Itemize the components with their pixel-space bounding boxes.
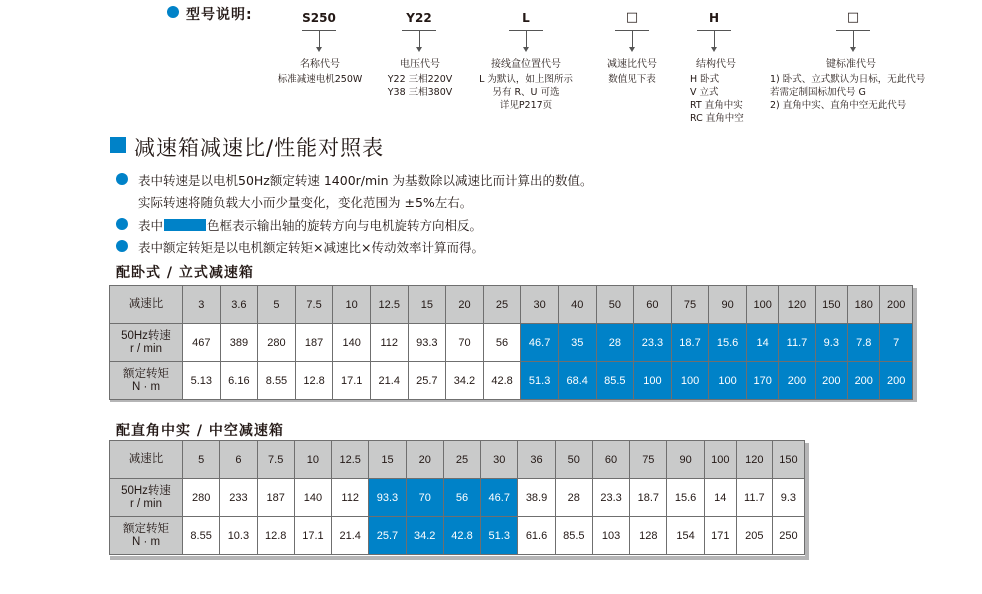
speed-cell: 93.3 <box>369 479 406 517</box>
bullet-icon <box>116 218 128 230</box>
speed-cell: 280 <box>258 324 296 362</box>
ratio-cell: 60 <box>592 441 629 479</box>
ratio-cell: 5 <box>258 286 296 324</box>
code-voltage: Y22 <box>406 11 432 25</box>
speed-cell: 11.7 <box>779 324 815 362</box>
ratio-cell: 75 <box>630 441 667 479</box>
table-shadow <box>913 288 917 402</box>
ratio-cell: 30 <box>481 441 518 479</box>
code-ratio: □ <box>625 10 639 25</box>
speed-cell: 23.3 <box>592 479 629 517</box>
ratio-cell: 5 <box>183 441 220 479</box>
speed-cell: 93.3 <box>408 324 446 362</box>
speed-cell: 70 <box>446 324 484 362</box>
speed-cell: 9.3 <box>772 479 804 517</box>
torque-cell: 42.8 <box>483 362 521 400</box>
torque-cell: 154 <box>667 517 704 555</box>
torque-cell: 170 <box>746 362 778 400</box>
speed-cell: 46.7 <box>521 324 559 362</box>
torque-cell: 128 <box>630 517 667 555</box>
label-voltage <box>380 58 460 99</box>
row-header <box>110 362 183 400</box>
row-header-line: r / min <box>130 497 162 510</box>
ratio-cell: 15 <box>408 286 446 324</box>
section-title: 减速箱减速比/性能对照表 <box>134 136 385 160</box>
torque-cell: 5.13 <box>183 362 221 400</box>
speed-cell: 14 <box>746 324 778 362</box>
arrow-icon <box>629 47 635 52</box>
speed-cell: 233 <box>220 479 257 517</box>
torque-cell: 42.8 <box>443 517 480 555</box>
speed-cell: 70 <box>406 479 443 517</box>
connector-line <box>853 30 854 48</box>
torque-cell: 17.1 <box>333 362 371 400</box>
label-line: 标准减速电机250W <box>277 74 363 85</box>
label-title: 键标准代号 <box>826 59 876 70</box>
torque-cell: 200 <box>815 362 847 400</box>
ratio-cell: 20 <box>406 441 443 479</box>
table1 <box>109 285 913 400</box>
label-name <box>270 58 370 86</box>
speed-cell: 56 <box>443 479 480 517</box>
torque-cell: 21.4 <box>370 362 408 400</box>
label-key <box>770 58 960 112</box>
bullet-icon <box>116 240 128 252</box>
table-shadow <box>805 443 809 560</box>
speed-cell: 35 <box>558 324 596 362</box>
speed-cell: 46.7 <box>481 479 518 517</box>
ratio-cell: 100 <box>704 441 736 479</box>
label-line: 数值见下表 <box>608 74 656 85</box>
table2 <box>109 440 805 555</box>
speed-cell: 7.8 <box>848 324 880 362</box>
speed-cell: 28 <box>555 479 592 517</box>
row-header-line: N · m <box>131 535 161 548</box>
ratio-cell: 10 <box>294 441 331 479</box>
ratio-cell: 6 <box>220 441 257 479</box>
ratio-cell: 10 <box>333 286 371 324</box>
torque-cell: 250 <box>772 517 804 555</box>
speed-cell: 56 <box>483 324 521 362</box>
row-header-line: 50Hz转速 <box>121 484 171 497</box>
ratio-cell: 7.5 <box>257 441 294 479</box>
torque-cell: 51.3 <box>481 517 518 555</box>
table-row <box>110 286 913 324</box>
table-shadow <box>110 556 809 560</box>
connector-line <box>319 30 320 48</box>
speed-cell: 11.7 <box>736 479 772 517</box>
ratio-cell: 75 <box>671 286 709 324</box>
torque-cell: 8.55 <box>258 362 296 400</box>
torque-cell: 10.3 <box>220 517 257 555</box>
table-row <box>110 479 805 517</box>
torque-cell: 17.1 <box>294 517 331 555</box>
ratio-cell: 36 <box>518 441 555 479</box>
speed-cell: 389 <box>220 324 258 362</box>
label-line: V 立式 <box>690 87 719 98</box>
table-row <box>110 362 913 400</box>
bullet-icon <box>167 6 179 18</box>
code-structure: H <box>708 11 720 25</box>
label-line: RT 直角中实 <box>690 100 743 111</box>
ratio-cell: 60 <box>634 286 672 324</box>
model-title: 型号说明: <box>186 7 253 23</box>
speed-cell: 7 <box>880 324 913 362</box>
table1-title: 配卧式 / 立式减速箱 <box>116 265 254 281</box>
row-header-line: 50Hz转速 <box>121 329 171 342</box>
speed-cell: 187 <box>295 324 333 362</box>
ratio-cell: 20 <box>446 286 484 324</box>
speed-cell: 23.3 <box>634 324 672 362</box>
torque-cell: 12.8 <box>257 517 294 555</box>
speed-cell: 9.3 <box>815 324 847 362</box>
ratio-cell: 90 <box>667 441 704 479</box>
torque-cell: 68.4 <box>558 362 596 400</box>
ratio-cell: 25 <box>483 286 521 324</box>
speed-cell: 140 <box>333 324 371 362</box>
ratio-cell: 90 <box>709 286 747 324</box>
torque-cell: 8.55 <box>183 517 220 555</box>
ratio-cell: 180 <box>848 286 880 324</box>
torque-cell: 12.8 <box>295 362 333 400</box>
table-row <box>110 517 805 555</box>
torque-cell: 34.2 <box>406 517 443 555</box>
torque-cell: 200 <box>779 362 815 400</box>
label-line: 另有 R、U 可选 <box>492 87 560 98</box>
row-header: 减速比 <box>110 441 183 479</box>
torque-cell: 205 <box>736 517 772 555</box>
ratio-cell: 150 <box>815 286 847 324</box>
speed-cell: 14 <box>704 479 736 517</box>
note-2-prefix: 表中 <box>138 218 164 233</box>
arrow-icon <box>711 47 717 52</box>
ratio-cell: 40 <box>558 286 596 324</box>
label-line: 1) 卧式、立式默认为日标，无此代号 <box>770 74 926 85</box>
row-header-line: N · m <box>131 380 161 393</box>
ratio-cell: 30 <box>521 286 559 324</box>
speed-cell: 280 <box>183 479 220 517</box>
note-2-suffix: 色框表示输出轴的旋转方向与电机旋转方向相反。 <box>207 218 483 233</box>
arrow-icon <box>416 47 422 52</box>
note-2 <box>138 216 482 234</box>
row-header-line: 额定转矩 <box>123 367 169 380</box>
label-structure <box>690 58 760 125</box>
ratio-cell: 3 <box>183 286 221 324</box>
ratio-cell: 100 <box>746 286 778 324</box>
ratio-cell: 25 <box>443 441 480 479</box>
speed-cell: 140 <box>294 479 331 517</box>
table-row <box>110 324 913 362</box>
row-header: 减速比 <box>110 286 183 324</box>
torque-cell: 6.16 <box>220 362 258 400</box>
ratio-cell: 3.6 <box>220 286 258 324</box>
label-line: L 为默认，如上图所示 <box>479 74 573 85</box>
connector-line <box>714 30 715 48</box>
speed-cell: 18.7 <box>630 479 667 517</box>
torque-cell: 21.4 <box>332 517 369 555</box>
note-3: 表中额定转矩是以电机额定转矩×减速比×传动效率计算而得。 <box>138 240 484 255</box>
row-header <box>110 324 183 362</box>
speed-cell: 15.6 <box>667 479 704 517</box>
label-line: 若需定制国标加代号 G <box>770 87 866 98</box>
ratio-cell: 150 <box>772 441 804 479</box>
label-title: 结构代号 <box>696 59 736 70</box>
connector-line <box>419 30 420 48</box>
torque-cell: 171 <box>704 517 736 555</box>
code-name: S250 <box>302 11 336 25</box>
speed-cell: 467 <box>183 324 221 362</box>
label-title: 名称代号 <box>300 59 340 70</box>
label-line: H 卧式 <box>690 74 720 85</box>
connector-line <box>632 30 633 48</box>
torque-cell: 85.5 <box>596 362 634 400</box>
ratio-cell: 15 <box>369 441 406 479</box>
blue-swatch-icon <box>164 219 206 231</box>
torque-cell: 61.6 <box>518 517 555 555</box>
table-row <box>110 441 805 479</box>
arrow-icon <box>850 47 856 52</box>
label-ratio <box>597 58 667 86</box>
table2-title: 配直角中实 / 中空减速箱 <box>116 423 284 439</box>
ratio-cell: 12.5 <box>370 286 408 324</box>
torque-cell: 85.5 <box>555 517 592 555</box>
speed-cell: 18.7 <box>671 324 709 362</box>
torque-cell: 25.7 <box>408 362 446 400</box>
label-line: 详见P217页 <box>499 100 553 111</box>
label-title: 接线盒位置代号 <box>491 59 561 70</box>
torque-cell: 200 <box>848 362 880 400</box>
speed-cell: 187 <box>257 479 294 517</box>
section-marker <box>110 137 126 153</box>
ratio-cell: 120 <box>736 441 772 479</box>
torque-cell: 25.7 <box>369 517 406 555</box>
arrow-icon <box>316 47 322 52</box>
ratio-cell: 50 <box>596 286 634 324</box>
ratio-cell: 50 <box>555 441 592 479</box>
speed-cell: 15.6 <box>709 324 747 362</box>
torque-cell: 100 <box>709 362 747 400</box>
row-header <box>110 479 183 517</box>
bullet-icon <box>116 173 128 185</box>
speed-cell: 112 <box>370 324 408 362</box>
row-header <box>110 517 183 555</box>
ratio-cell: 200 <box>880 286 913 324</box>
torque-cell: 103 <box>592 517 629 555</box>
code-key: □ <box>846 10 860 25</box>
label-line: Y22 三相220V <box>387 74 453 85</box>
speed-cell: 38.9 <box>518 479 555 517</box>
torque-cell: 34.2 <box>446 362 484 400</box>
torque-cell: 200 <box>880 362 913 400</box>
note-1b: 实际转速将随负载大小而少量变化，变化范围为 ±5%左右。 <box>138 195 473 210</box>
label-line: 2) 直角中实、直角中空无此代号 <box>770 100 907 111</box>
label-line: RC 直角中空 <box>690 113 744 124</box>
connector-line <box>526 30 527 48</box>
code-junction: L <box>522 11 530 25</box>
note-1a: 表中转速是以电机50Hz额定转速 1400r/min 为基数除以减速比而计算出的数值。 <box>138 173 593 188</box>
speed-cell: 28 <box>596 324 634 362</box>
arrow-icon <box>523 47 529 52</box>
label-junction <box>468 58 584 112</box>
row-header-line: r / min <box>130 342 162 355</box>
label-title: 电压代号 <box>400 59 440 70</box>
ratio-cell: 12.5 <box>332 441 369 479</box>
label-line: Y38 三相380V <box>387 87 453 98</box>
torque-cell: 100 <box>671 362 709 400</box>
torque-cell: 51.3 <box>521 362 559 400</box>
speed-cell: 112 <box>332 479 369 517</box>
row-header-line: 额定转矩 <box>123 522 169 535</box>
ratio-cell: 7.5 <box>295 286 333 324</box>
label-title: 减速比代号 <box>607 59 657 70</box>
ratio-cell: 120 <box>779 286 815 324</box>
torque-cell: 100 <box>634 362 672 400</box>
